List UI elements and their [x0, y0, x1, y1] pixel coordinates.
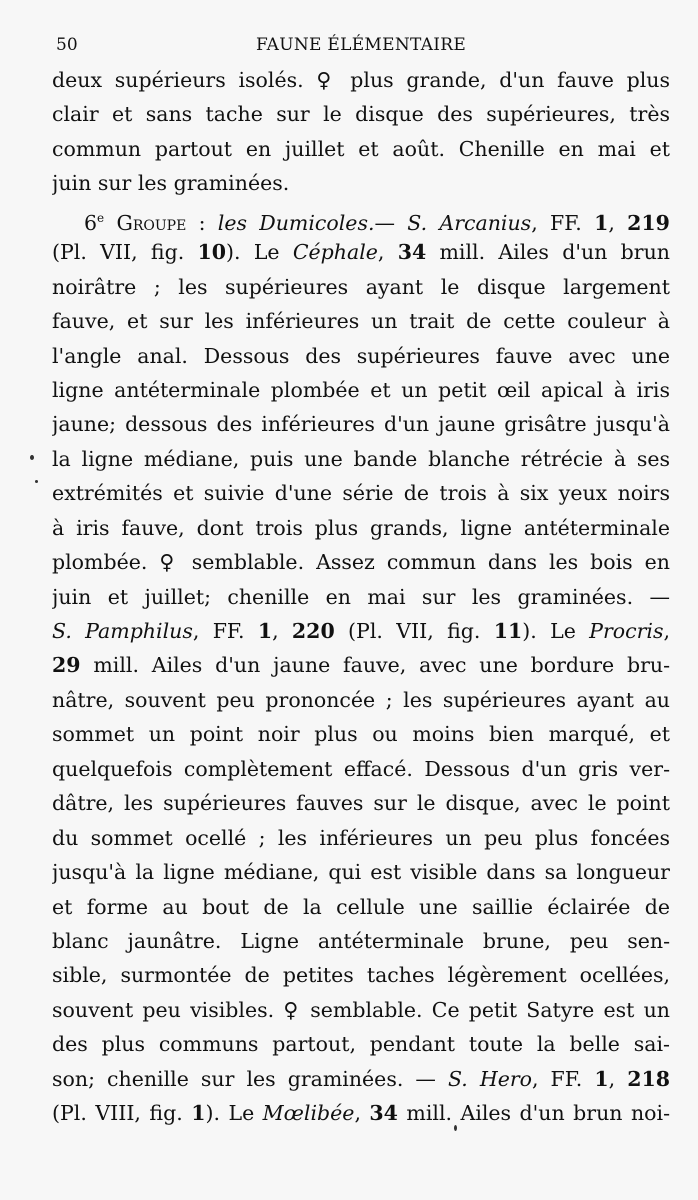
page-number: 50	[56, 35, 78, 55]
species-name: S. Arcanius	[407, 210, 532, 235]
text-line: quelquefois complètement effacé. Dessous d'un gris ver-	[52, 756, 670, 781]
group-label: Groupe	[116, 210, 187, 235]
text-line: (Pl. VIII, fig. 1). Le Mœlibée, 34 mill. Ailes d'un brun noi-	[52, 1101, 670, 1126]
text-line: du sommet ocellé ; les inférieures un peu plus foncées	[52, 825, 670, 850]
page-header	[56, 32, 656, 58]
text-line: la ligne médiane, puis une bande blanche rétrécie à ses	[52, 446, 670, 471]
text-line: jusqu'à la ligne médiane, qui est visible dans sa longueur	[52, 860, 670, 885]
text-line: (Pl. VII, fig. 10). Le Céphale, 34 mill. Ailes d'un brun	[52, 240, 670, 265]
text-line: juin et juillet; chenille en mai sur les graminées. —	[52, 584, 670, 609]
text-line: et forme au bout de la cellule une saillie éclairée de	[52, 894, 670, 919]
common-name: Céphale	[292, 240, 378, 265]
common-name: Procris	[589, 619, 664, 643]
text-line: l'angle anal. Dessous des supérieures fauve avec une	[52, 343, 670, 368]
text-line: 6e Groupe : les Dumicoles.— S. Arcanius, FF. 1, 219	[84, 210, 670, 235]
text-line: sommet un point noir plus ou moins bien marqué, et	[52, 722, 670, 747]
text-line: souvent peu visibles. ♀ semblable. Ce petit Satyre est un	[52, 997, 670, 1022]
text-line: nâtre, souvent peu prononcée ; les supérieures ayant au	[52, 687, 670, 712]
text-line: extrémités et suivie d'une série de trois à six yeux noirs	[52, 481, 670, 506]
group-name: les Dumicoles.	[217, 210, 375, 235]
text-line: S. Pamphilus, FF. 1, 220 (Pl. VII, fig. 11). Le Procris,	[52, 619, 670, 643]
text-line: 29 mill. Ailes d'un jaune fauve, avec une bordure bru-	[52, 653, 670, 678]
print-speck	[30, 455, 34, 460]
text-line: noirâtre ; les supérieures ayant le disque largement	[52, 274, 670, 299]
text-line: commun partout en juillet et août. Chenille en mai et	[52, 136, 670, 161]
text-line: jaune; dessous des inférieures d'un jaune grisâtre jusqu'à	[52, 412, 670, 437]
common-name: Mœlibée	[262, 1101, 355, 1126]
text-line: à iris fauve, dont trois plus grands, ligne antéterminale	[52, 515, 670, 540]
text-line: blanc jaunâtre. Ligne antéterminale brune, peu sen-	[52, 928, 670, 953]
text-line: son; chenille sur les graminées. — S. Hero, FF. 1, 218	[52, 1066, 670, 1091]
text-line: sible, surmontée de petites taches légèrement ocellées,	[52, 963, 670, 988]
text-line: ligne antéterminale plombée et un petit œil apical à iris	[52, 377, 670, 402]
text-line: des plus communs partout, pendant toute la belle sai-	[52, 1032, 670, 1057]
text-line: clair et sans tache sur le disque des supérieures, très	[52, 102, 670, 127]
body-text	[52, 63, 670, 1131]
text-line: plombée. ♀ semblable. Assez commun dans les bois en	[52, 550, 670, 575]
text-line: fauve, et sur les inférieures un trait de cette couleur à	[52, 309, 670, 334]
text-line: dâtre, les supérieures fauves sur le disque, avec le point	[52, 791, 670, 816]
species-name: S. Hero	[447, 1066, 532, 1091]
print-speck	[35, 480, 38, 483]
species-name: S. Pamphilus	[52, 619, 193, 643]
text-line: juin sur les graminées.	[52, 171, 290, 196]
text-line: deux supérieurs isolés. ♀ plus grande, d'un fauve plus	[52, 68, 670, 92]
running-head: FAUNE ÉLÉMENTAIRE	[256, 35, 467, 55]
print-speck	[454, 1125, 457, 1131]
